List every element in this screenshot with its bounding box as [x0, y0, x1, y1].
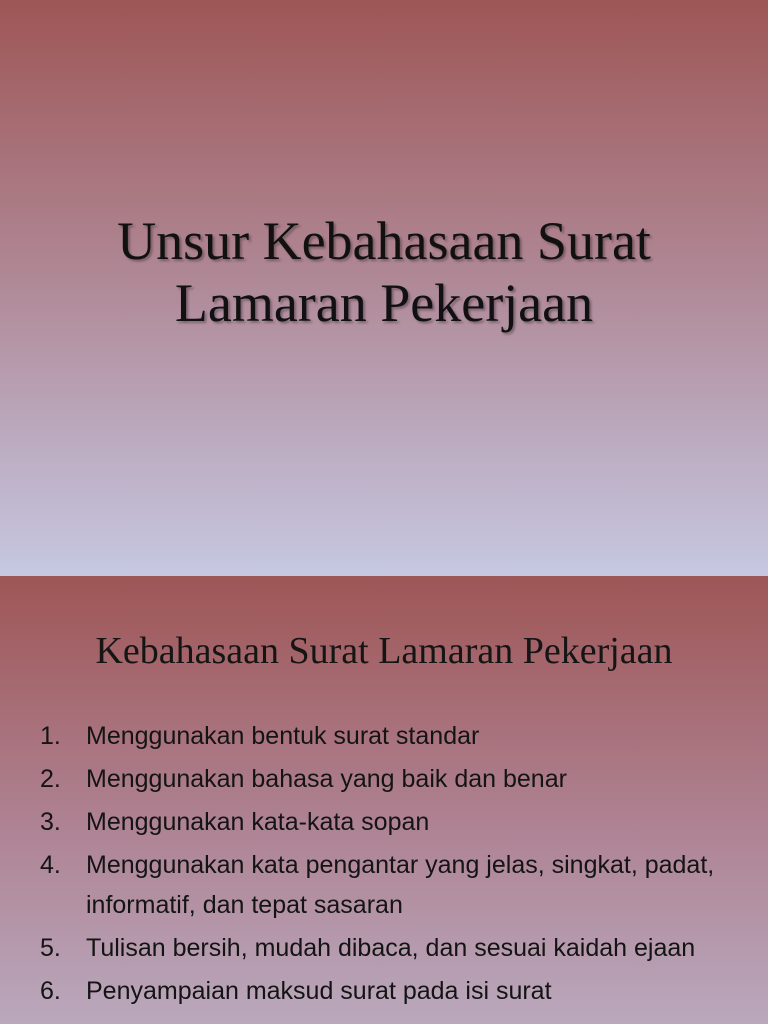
list-item-text: Menggunakan bentuk surat standar	[86, 722, 480, 750]
list-item-text: Menggunakan bahasa yang baik dan benar	[86, 765, 567, 793]
list-item-number: 2.	[40, 765, 61, 793]
list-item	[40, 928, 740, 968]
list-item	[40, 802, 740, 842]
list-item	[40, 845, 740, 925]
list-item-text: Tulisan bersih, mudah dibaca, dan sesuai kaidah ejaan	[86, 934, 696, 962]
content-slide	[0, 576, 768, 1024]
point-list	[40, 716, 740, 1014]
list-item-text: Menggunakan kata-kata sopan	[86, 808, 430, 836]
list-item	[40, 971, 740, 1011]
slide-title	[0, 210, 768, 334]
list-item	[40, 716, 740, 756]
list-item-number: 5.	[40, 934, 61, 962]
content-slide-heading: Kebahasaan Surat Lamaran Pekerjaan	[95, 630, 673, 672]
list-item	[40, 759, 740, 799]
list-item-number: 3.	[40, 808, 61, 836]
list-item-number: 1.	[40, 722, 61, 750]
slide-title-line-2: Lamaran Pekerjaan	[174, 273, 594, 333]
slide-title-line-1: Unsur Kebahasaan Surat	[117, 211, 651, 271]
list-item-text: Penyampaian maksud surat pada isi surat	[86, 977, 552, 1005]
list-item-number: 4.	[40, 851, 61, 879]
list-item-text: Menggunakan kata pengantar yang jelas, singkat, padat, informatif, dan tepat sasaran	[86, 851, 715, 919]
list-item-number: 6.	[40, 977, 61, 1005]
